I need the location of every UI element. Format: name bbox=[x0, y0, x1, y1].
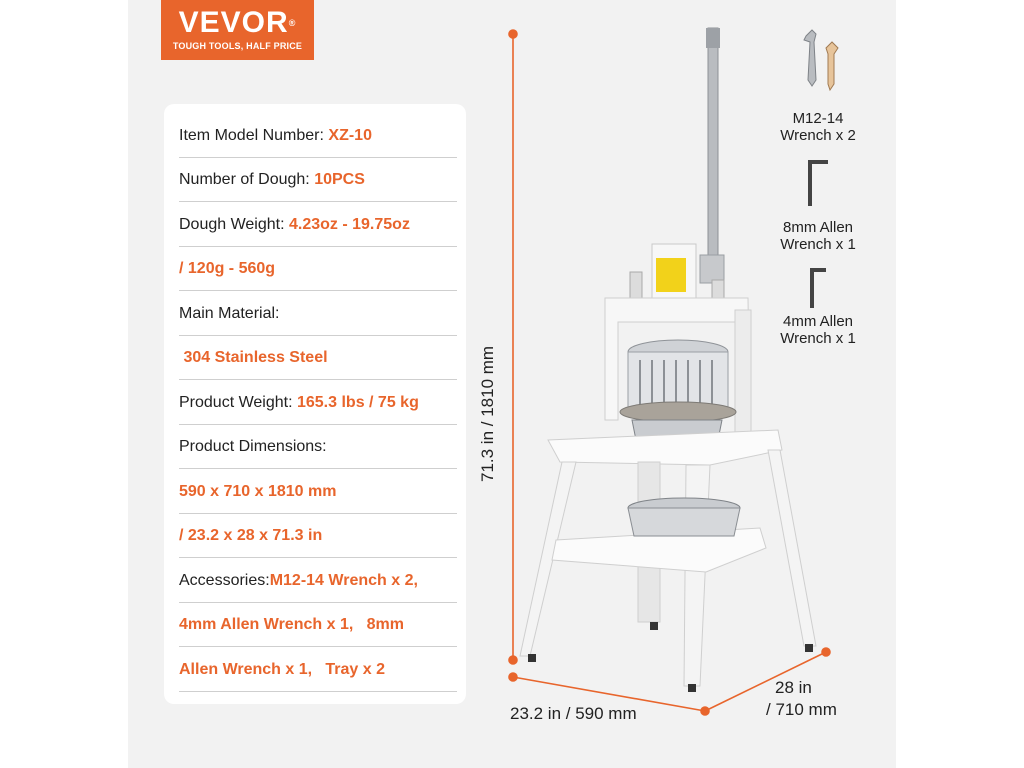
handle-pivot bbox=[700, 255, 724, 283]
spec-label: Number of Dough: bbox=[179, 171, 315, 188]
accessory-qty: Wrench x 1 bbox=[780, 330, 856, 347]
allen-key-icon bbox=[810, 268, 826, 308]
spec-value: 304 Stainless Steel bbox=[179, 349, 328, 366]
accessory-8mm-label bbox=[770, 219, 866, 253]
stand-top bbox=[548, 430, 782, 465]
spec-label: Main Material: bbox=[179, 305, 280, 322]
accessory-wrench-label bbox=[770, 110, 866, 144]
accessory-qty: Wrench x 1 bbox=[780, 236, 856, 253]
foot bbox=[528, 654, 536, 662]
spec-value: XZ-10 bbox=[328, 127, 372, 144]
accessory-name: M12-14 bbox=[792, 110, 844, 127]
depth-dimension-label-1: 28 in bbox=[775, 678, 812, 697]
wrench-icon bbox=[804, 30, 838, 90]
accessory-name: 4mm Allen bbox=[782, 313, 854, 330]
spec-label: Product Dimensions: bbox=[179, 438, 327, 455]
spec-label: Item Model Number: bbox=[179, 127, 329, 144]
height-dimension-label: 71.3 in / 1810 mm bbox=[478, 345, 497, 482]
spec-label: Accessories: bbox=[179, 572, 270, 589]
spec-value: 590 x 710 x 1810 mm bbox=[179, 483, 337, 500]
spec-value: M12-14 Wrench x 2, bbox=[269, 572, 418, 589]
accessory-4mm-label bbox=[770, 313, 866, 347]
spec-label: Dough Weight: bbox=[179, 216, 289, 233]
height-top-dot bbox=[509, 30, 517, 38]
spec-value: 4mm Allen Wrench x 1, 8mm bbox=[179, 616, 404, 633]
tray-lower bbox=[628, 508, 740, 536]
spec-value: 165.3 lbs / 75 kg bbox=[296, 394, 419, 411]
foot bbox=[650, 622, 658, 630]
spec-label: Product Weight: bbox=[179, 394, 297, 411]
frame-side bbox=[735, 310, 751, 440]
cutter-base bbox=[620, 402, 736, 422]
brand-tagline: TOUGH TOOLS, HALF PRICE bbox=[172, 41, 303, 51]
machine-handle bbox=[708, 28, 718, 278]
spec-value: 4.23oz - 19.75oz bbox=[289, 216, 410, 233]
brand-registered-mark: ® bbox=[288, 18, 297, 28]
foot bbox=[688, 684, 696, 692]
handle-grip bbox=[706, 28, 720, 48]
allen-key-icon bbox=[808, 160, 828, 206]
yellow-chart-label bbox=[656, 258, 686, 292]
spec-value: Allen Wrench x 1, Tray x 2 bbox=[179, 661, 386, 678]
depth-dimension-label-2: / 710 mm bbox=[766, 700, 837, 719]
stand-leg-back-right bbox=[768, 450, 816, 646]
brand-name: VEVOR bbox=[178, 6, 289, 39]
width-left-dot bbox=[509, 673, 517, 681]
accessory-qty: Wrench x 2 bbox=[780, 127, 856, 144]
height-bottom-dot bbox=[509, 656, 517, 664]
spec-value: / 23.2 x 28 x 71.3 in bbox=[179, 527, 323, 544]
foot bbox=[805, 644, 813, 652]
spec-value: / 120g - 560g bbox=[179, 260, 276, 277]
accessory-name: 8mm Allen bbox=[782, 219, 854, 236]
width-dimension-label: 23.2 in / 590 mm bbox=[510, 704, 637, 723]
spec-value: 10PCS bbox=[314, 171, 365, 188]
depth-right-dot bbox=[822, 648, 830, 656]
